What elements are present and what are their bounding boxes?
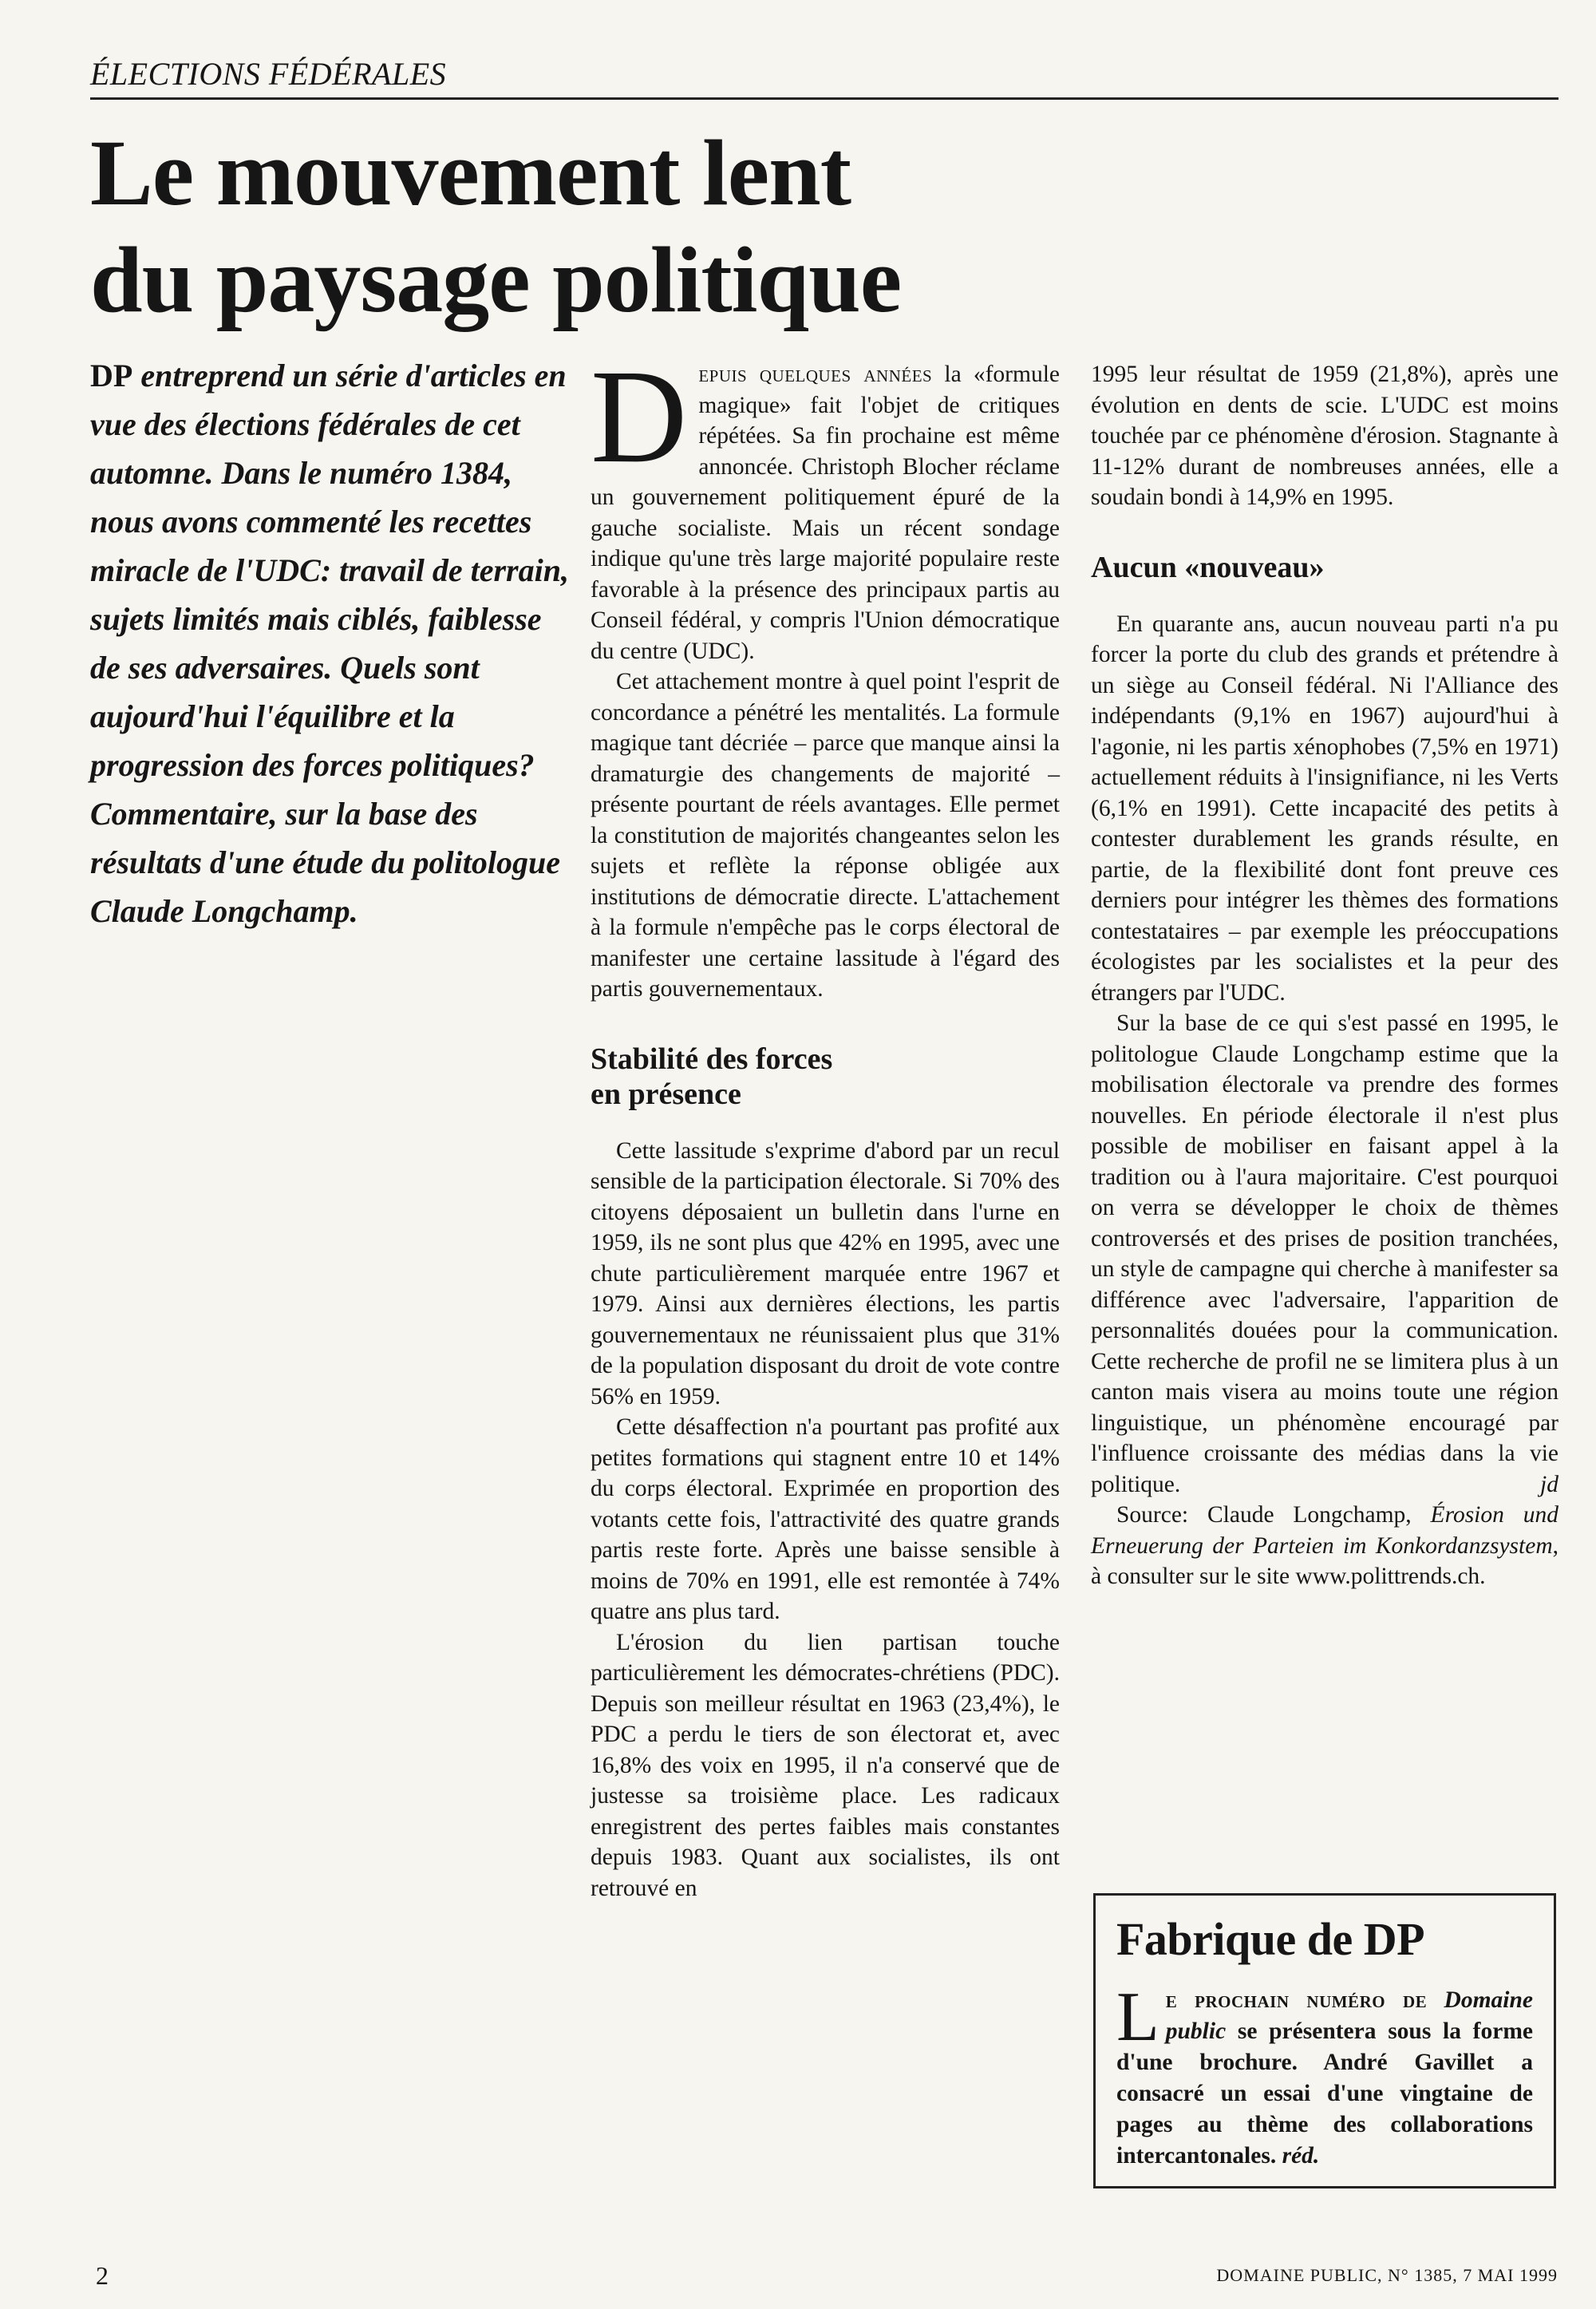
paragraph-2: Cet attachement montre à quel point l'esprit de concordance a pénétré les mentalités. La formule magique tant décriée – parce que manque ainsi la dramaturgie des changements de majorité – présente pourtant de réels avantages. Elle permet la constitution de majorités changeantes selon les sujets et reflète la réponse obligée aux institutions de démocratie directe. L'attachement à la formule n'empêche pas le corps électoral de manifester une certaine lassitude à l'égard des partis gouvernementaux. bbox=[591, 669, 1060, 1002]
source-note bbox=[1091, 1500, 1558, 1592]
headline bbox=[90, 120, 1287, 334]
paragraph-5-continued: 1995 leur résultat de 1959 (21,8%), après une évolution en dents de scie. L'UDC est moins touchée par ce phénomène d'érosion. Stagnante à 11-12% durant de nombreuses années, elle a soudain bondi à 14,9% en 1995. bbox=[1091, 362, 1558, 510]
paragraph-1-text: la «formule magique» fait l'objet de critiques répétées. Sa fin prochaine est même annoncée. Christoph Blocher réclame un gouvernement politiquement épuré de la gauche socialiste. Mais un récent sondage indique qu'une très large majorité populaire reste favorable à la présence des principaux partis au Conseil fédéral, y compris l'Union démocratique du centre (UDC). bbox=[591, 362, 1060, 664]
box-signature: réd. bbox=[1276, 2143, 1320, 2169]
box-drop-cap: L bbox=[1116, 1979, 1159, 2056]
standfirst-text: entreprend un série d'articles en vue des élections fédérales de cet automne. Dans le numéro 1384, nous avons commenté les recettes miracle de l'UDC: travail de terrain, sujets limités mais ciblés, faiblesse de ses adversaires. Quels sont aujourd'hui l'équilibre et la progression des forces politiques? Commentaire, sur la base des résultats d'une étude du politologue Claude Longchamp. bbox=[90, 358, 569, 929]
standfirst bbox=[90, 351, 569, 935]
headline-line-2: du paysage politique bbox=[90, 227, 902, 332]
fabrique-box bbox=[1093, 1893, 1556, 2188]
subheading-line-1: Stabilité des forces bbox=[591, 1042, 833, 1076]
section-rubric: ÉLECTIONS FÉDÉRALES bbox=[90, 56, 1558, 100]
paragraph-5: L'érosion du lien partisan touche particulièrement les démocrates-chrétiens (PDC). Depuis son meilleur résultat en 1963 (23,4%), le PDC a perdu le tiers de son électorat et, avec 16,8% des voix en 1995, il n'a conservé que de justesse sa troisième place. Les radicaux enregistrent des pertes faibles mais constantes depuis 1983. Quant aux socialistes, ils ont retrouvé en bbox=[591, 1629, 1060, 1901]
article-column-middle bbox=[591, 342, 1060, 1904]
subheading-line-2: en présence bbox=[591, 1077, 741, 1111]
paragraph-7 bbox=[1091, 1008, 1558, 1500]
box-smallcaps: e prochain numéro de bbox=[1165, 1987, 1428, 2013]
opening-smallcaps: epuis quelques années bbox=[698, 362, 933, 387]
drop-cap: D bbox=[591, 342, 688, 491]
paragraph-1 bbox=[591, 342, 1060, 666]
page-number: 2 bbox=[96, 2261, 109, 2290]
standfirst-lead: DP bbox=[90, 358, 133, 393]
running-footer: DOMAINE PUBLIC, N° 1385, 7 MAI 1999 bbox=[1216, 2265, 1558, 2285]
subheading-stabilite bbox=[591, 1042, 1060, 1112]
box-body-text: se présentera sous la forme d'une brochure. André Gavillet a consacré un essai d'une vingtaine de pages au thème des collaborations intercantonales. bbox=[1116, 2018, 1533, 2169]
subheading-aucun-nouveau: Aucun «nouveau» bbox=[1091, 550, 1325, 584]
author-signature: jd bbox=[1540, 1471, 1558, 1497]
paragraph-4: Cette désaffection n'a pourtant pas profité aux petites formations qui stagnent entre 10 et 14% du corps électoral. Exprimée en proportion des votants cette fois, l'attractivité des quatre grands partis reste forte. Après une baisse sensible à moins de 70% en 1991, elle est remontée à 74% quatre ans plus tard. bbox=[591, 1414, 1060, 1624]
source-title: Érosion und Erneuerung der Parteien im Konkordanzsystem bbox=[1091, 1502, 1558, 1559]
source-label: Source: Claude Longchamp, bbox=[1116, 1502, 1431, 1528]
paragraph-3: Cette lassitude s'exprime d'abord par un recul sensible de la participation électorale. Si 70% des citoyens déposaient un bulletin dans l'urne en 1959, ils ne sont plus que 42% en 1995, avec une chute particulièrement marquée entre 1967 et 1979. Ainsi aux dernières élections, les partis gouvernementaux ne réunissaient plus que 31% de la population disposant du droit de vote contre 56% en 1959. bbox=[591, 1137, 1060, 1410]
paragraph-7-text: Sur la base de ce qui s'est passé en 1995, le politologue Claude Longchamp estime que la mobilisation électorale va prendre des formes nouvelles. En période électorale il n'est plus possible de mobiliser en faisant appel à la tradition ou à l'aura majoritaire. C'est pourquoi on verra se développer le choix de thèmes controversés et des prises de position tranchées, un style de campagne qui cherche à manifester sa différence avec l'adversaire, l'apparition de personnalités douées pour la communication. Cette recherche de profil ne se limitera plus à un canton mais visera au moins toute une région linguistique, un phénomène encouragé par l'influence croissante des médias dans la vie politique. bbox=[1091, 1010, 1558, 1497]
source-rest: , à consulter sur le site www.polittrends.ch. bbox=[1091, 1532, 1558, 1589]
headline-line-1: Le mouvement lent bbox=[90, 121, 851, 225]
box-text bbox=[1116, 1979, 1534, 2172]
article-column-right bbox=[1091, 359, 1558, 1592]
paragraph-6: En quarante ans, aucun nouveau parti n'a pu forcer la porte du club des grands et prétendre à un siège au Conseil fédéral. Ni l'Alliance des indépendants (9,1% en 1967) aujourd'hui à l'agonie, ni les partis xénophobes (7,5% en 1971) actuellement réduits à l'insignifiance, ni les Verts (6,1% en 1991). Cette incapacité des petits à contester durablement les grands résulte, en partie, de la flexibilité dont font preuve ces derniers pour intégrer les thèmes des formations contestataires – par exemple les préoccupations écologistes par les socialistes et la peur des étrangers par l'UDC. bbox=[1091, 611, 1558, 1006]
box-publication: Domaine public bbox=[1165, 1987, 1534, 2044]
box-title: Fabrique de DP bbox=[1116, 1913, 1425, 1965]
